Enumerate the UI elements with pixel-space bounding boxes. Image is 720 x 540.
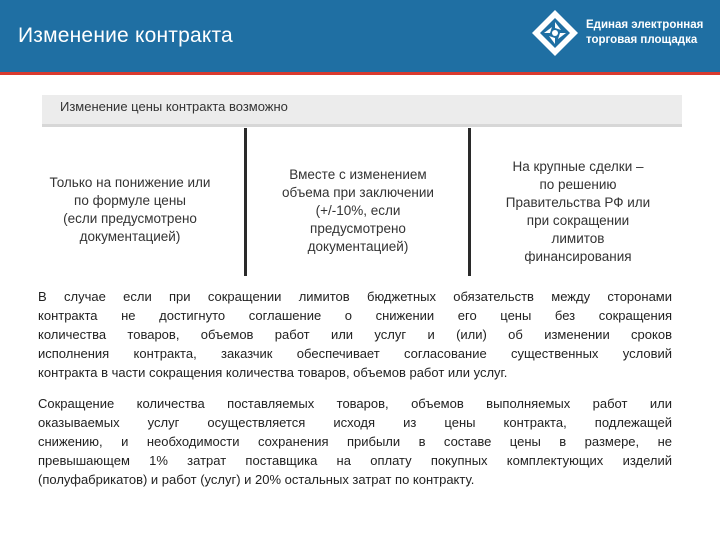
- logo-line: торговая площадка: [586, 34, 698, 46]
- paragraph-line: контракта не достигнуто соглашение о снижении его цены без сокращения: [38, 308, 672, 323]
- column-line: при сокращении: [526, 213, 630, 228]
- column-divider: [468, 128, 471, 276]
- column-divider: [244, 128, 247, 276]
- column-line: документацией): [307, 239, 409, 254]
- column-line: Правительства РФ или: [505, 195, 651, 210]
- top-bar-shadow: [42, 124, 682, 127]
- column-line: Только на понижение или: [49, 175, 211, 190]
- column-line: по формуле цены: [74, 193, 186, 208]
- paragraph-limits: [38, 287, 672, 382]
- column-line: документацией): [79, 229, 181, 244]
- paragraph-line: превышающем 1% затрат поставщика на оплату покупных комплектующих изделий: [38, 453, 672, 468]
- column-line: объема при заключении: [282, 185, 434, 200]
- column-line: финансирования: [524, 249, 632, 264]
- slide-header: [0, 0, 720, 75]
- column-right: [478, 158, 678, 266]
- column-middle: [258, 166, 458, 256]
- paragraph-line: исполнения контракта, заказчик обеспечивает согласование существенных условий: [38, 346, 672, 361]
- paragraph-line: контракта в части сокращения количества товаров, объемов работ или услуг.: [38, 365, 508, 380]
- column-line: На крупные сделки –: [512, 159, 644, 174]
- paragraph-line: количества товаров, объемов работ или услуг и (или) об изменении сроков: [38, 327, 672, 342]
- column-line: по решению: [539, 177, 617, 192]
- column-line: Вместе с изменением: [289, 167, 427, 182]
- paragraph-line: В случае если при сокращении лимитов бюджетных обязательств между сторонами: [38, 289, 672, 304]
- logo-icon: [530, 8, 580, 58]
- paragraph-reduction: [38, 394, 672, 489]
- paragraph-line: Сокращение количества поставляемых товаров, объемов выполняемых работ или: [38, 396, 672, 411]
- slide-title: Изменение контракта: [18, 24, 233, 47]
- paragraph-line: оказываемых услуг осуществляется исходя из цены контракта, подлежащей: [38, 415, 672, 430]
- column-line: лимитов: [551, 231, 605, 246]
- logo: [530, 6, 710, 64]
- logo-text: [586, 18, 716, 48]
- column-line: предусмотрено: [310, 221, 406, 236]
- column-line: (если предусмотрено: [63, 211, 197, 226]
- paragraph-line: (полуфабрикатов) и работ (услуг) и 20% остальных затрат по контракту.: [38, 472, 475, 487]
- column-line: (+/-10%, если: [315, 203, 401, 218]
- logo-line: Единая электронная: [586, 19, 704, 31]
- top-bar-label: Изменение цены контракта возможно: [60, 99, 288, 114]
- paragraph-line: снижению, и необходимости сохранения прибыли в составе цены в размере, не: [38, 434, 672, 449]
- column-left: [20, 174, 240, 246]
